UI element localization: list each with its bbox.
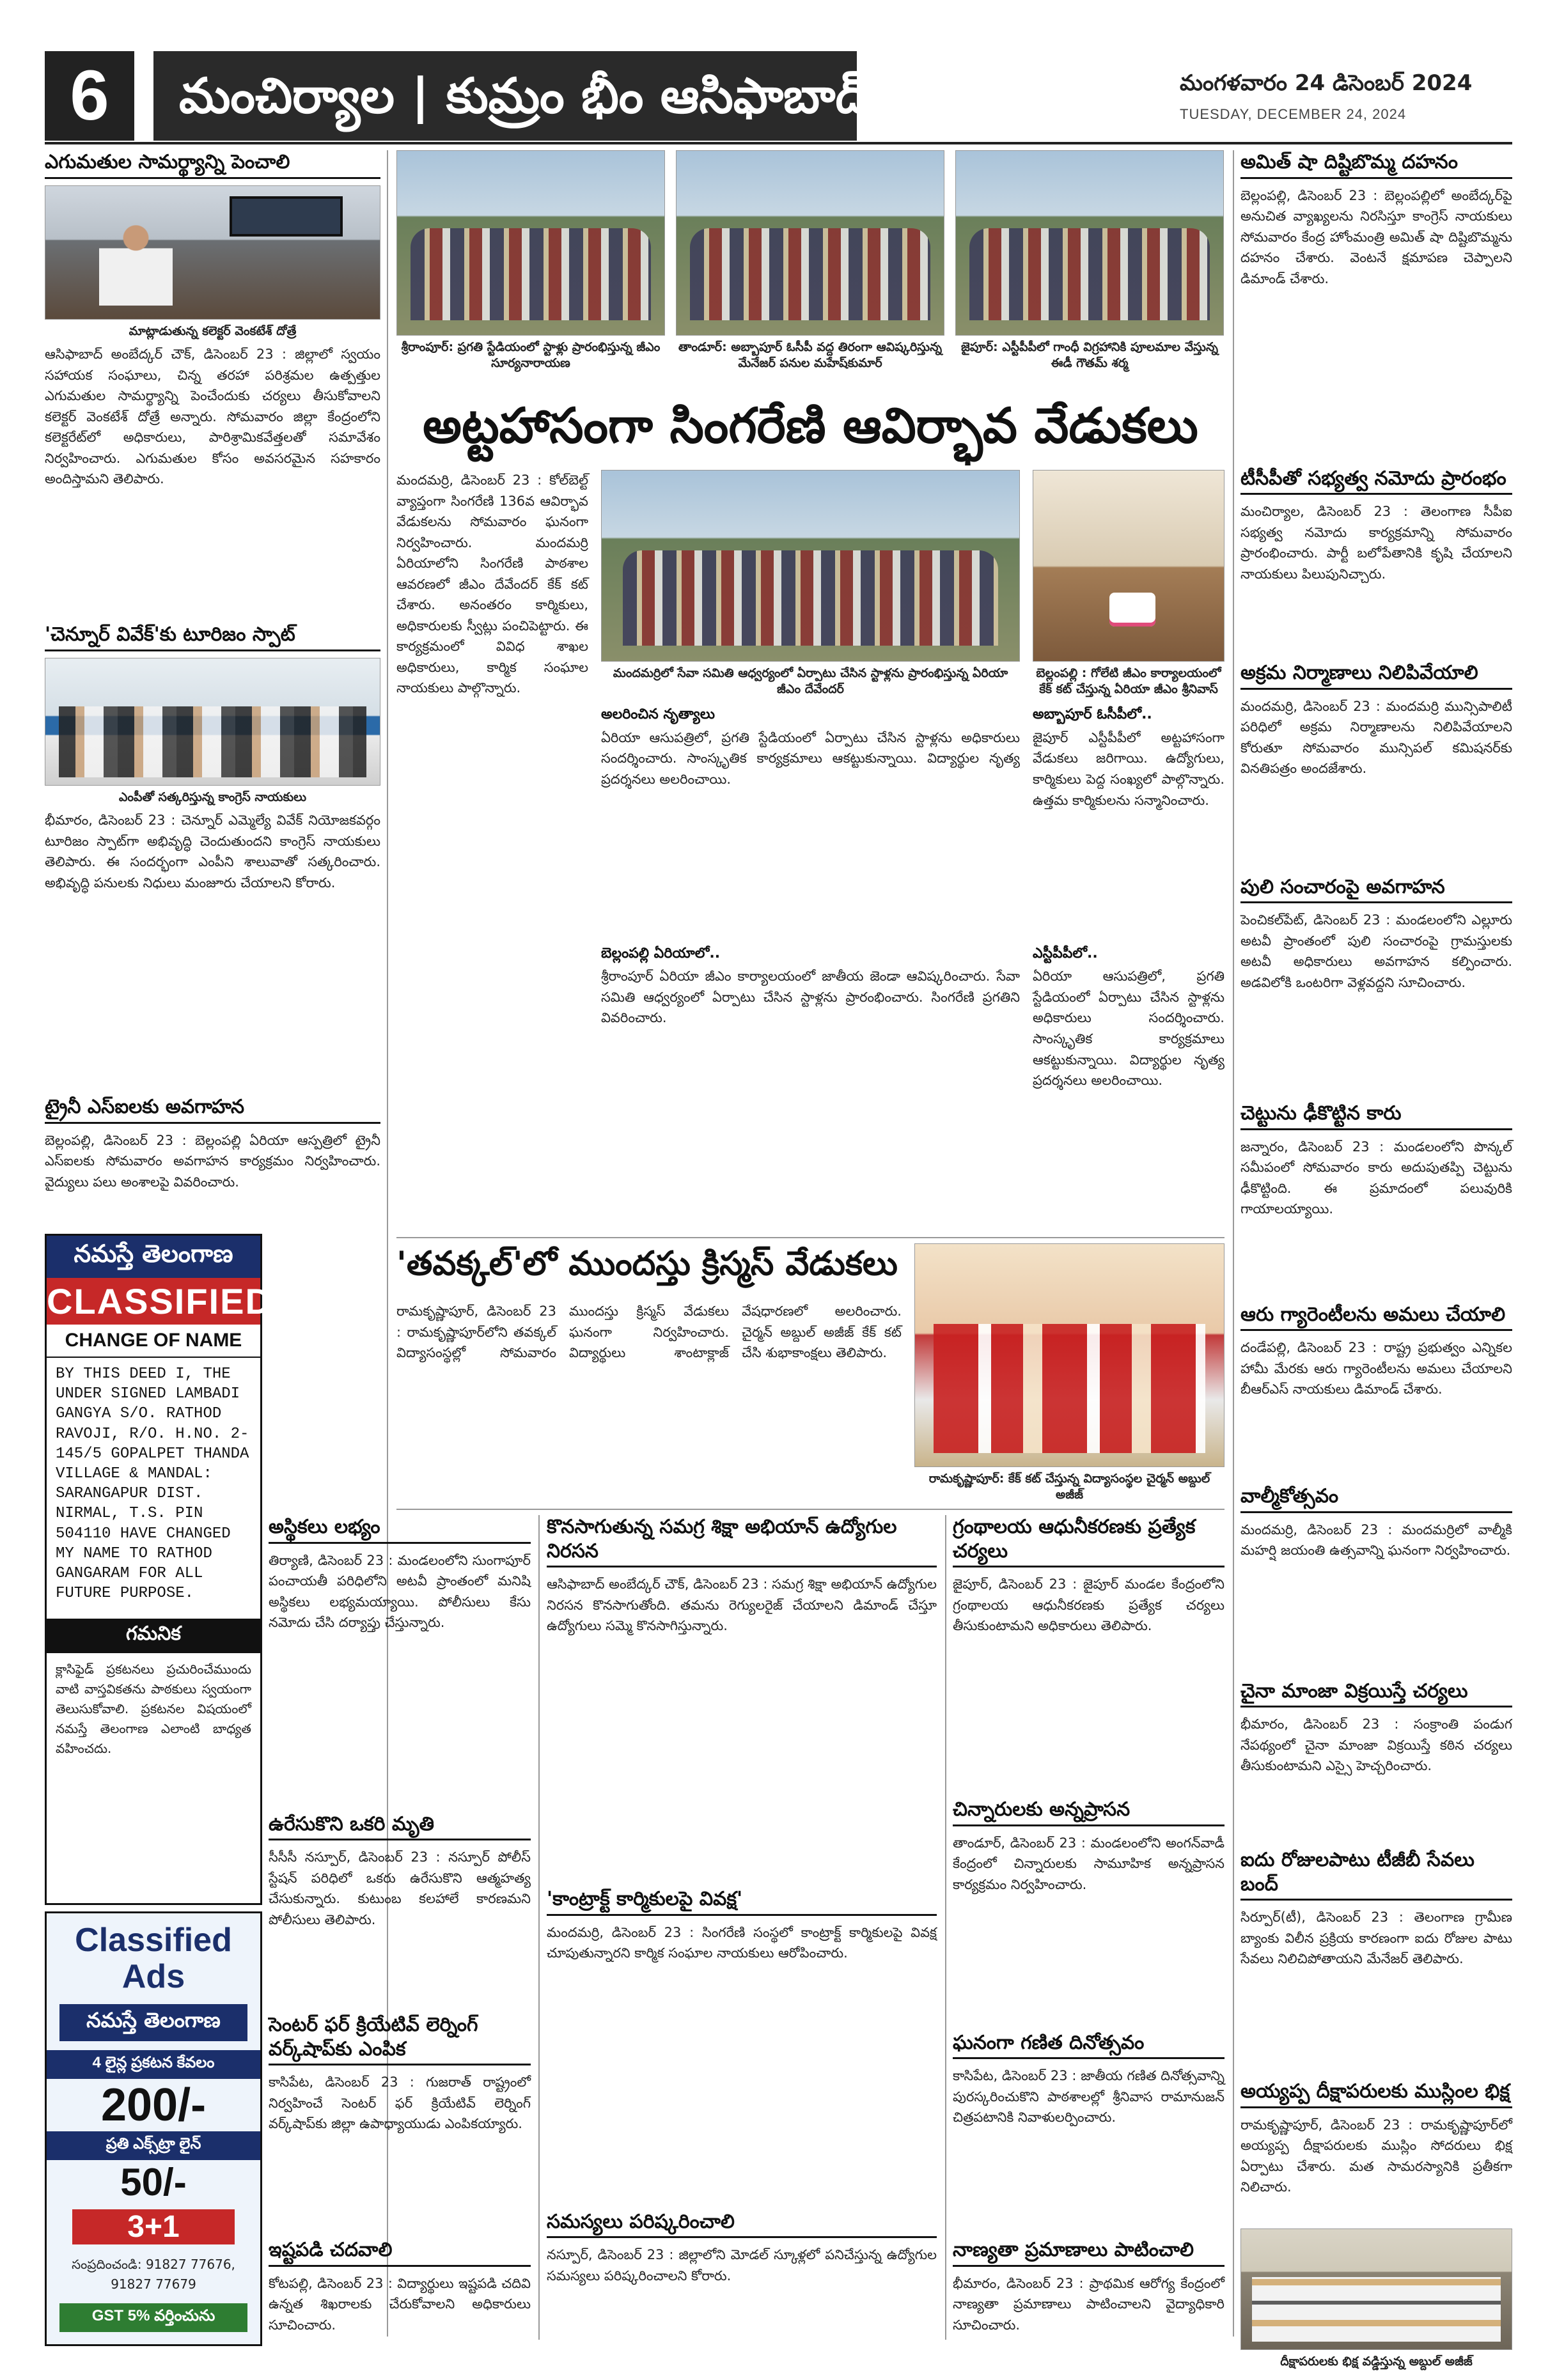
story-body: తిర్యాణి, డిసెంబర్ 23 : మండలంలోని సుంగాపూర్ పంచాయతీ పరిధిలోని అటవీ ప్రాంతంలో మనిషి అస్థికలు లభ్యమయ్యాయి. పోలీసులు కేసు నమోదు చేసి దర్యాప్తు చేస్తున్నారు.: [269, 1552, 531, 1631]
story-body: కోటపల్లి, డిసెంబర్ 23 : విద్యార్థులు ఇష్టపడి చదివి ఉన్నత శిఖరాలకు చేరుకోవాలని అధికారులు సూచించారు.: [269, 2275, 531, 2333]
event-photo: [955, 150, 1224, 336]
lead-photo: [601, 470, 1020, 662]
story-body: సిర్పూర్(టీ), డిసెంబర్ 23 : తెలంగాణ గ్రామీణ బ్యాంకు విలీన ప్రక్రియ కారణంగా ఐదు రోజుల పాటు సేవలు నిలిచిపోతాయని మేనేజర్ తెలిపారు.: [1240, 1909, 1512, 1967]
story-headline: ఐదు రోజులపాటు టీజీబీ సేవలు బంద్: [1240, 1848, 1512, 1901]
classified-ad: [45, 1234, 272, 1905]
story-headline: ఉరేసుకొని ఒకరి మృతి: [269, 1812, 531, 1841]
story-body: పెంచికల్‌పేట్, డిసెంబర్ 23 : మండలంలోని ఎల్లూరు అటవీ ప్రాంతంలో పులి సంచారంపై గ్రామస్తులకు అటవీ అధికారులు అవగాహన కల్పించారు. అడవిలోకి ఒంటరిగా వెళ్లవద్దని సూచించారు.: [1240, 912, 1512, 990]
masthead-rule: [45, 142, 1512, 144]
bottom-column-2: [547, 1515, 937, 2340]
story-body: కాసిపేట, డిసెంబర్ 23 : గుజరాత్ రాష్ట్రంలో నిర్వహించే సెంటర్ ఫర్ క్రియేటివ్ లెర్నింగ్ వర్క్‌షాప్‌కు జిల్లా ఉపాధ్యాయుడు ఎంపికయ్యారు.: [269, 2074, 531, 2132]
subheadline: అలరించిన నృత్యాలు: [601, 706, 715, 723]
lead-photo: [1033, 470, 1224, 662]
promo-price: 200/-: [100, 2080, 207, 2131]
date-english: TUESDAY, DECEMBER 24, 2024: [1180, 106, 1407, 122]
promo-extra: ప్రతి ఎక్స్‌ట్రా లైన్: [47, 2131, 260, 2160]
story-headline: 'కాంట్రాక్ట్ కార్మికులపై వివక్ష': [547, 1887, 937, 1916]
story-headline: అక్రమ నిర్మాణాలు నిలిపివేయాలి: [1240, 661, 1512, 690]
section-divider: [396, 1237, 1224, 1238]
story-body: బెల్లంపల్లి, డిసెంబర్ 23 : బెల్లంపల్లిలో అంబేద్కర్‌పై అనుచిత వ్యాఖ్యలను నిరసిస్తూ కాంగ్రెస్ నాయకులు సోమవారం కేంద్ర హోంమంత్రి అమిత్ షా దిష్టిబొమ్మను దహనం చేశారు. వెంటనే క్షమాపణ చెప్పాలని డిమాండ్ చేశారు.: [1240, 187, 1512, 286]
photo-caption: రామకృష్ణాపూర్: కేక్ కట్ చేస్తున్న విద్యాసంస్థల చైర్మన్ అబ్దుల్ అజీజ్: [928, 1472, 1210, 1502]
christmas-headline: 'తవక్కల్'లో ముందస్తు క్రిస్మస్ వేడుకలు: [396, 1245, 898, 1283]
event-photo: [396, 150, 665, 336]
story-headline: వాల్మీకోత్సవం: [1240, 1484, 1512, 1513]
story-body: దండేపల్లి, డిసెంబర్ 23 : రాష్ట్ర ప్రభుత్వం ఎన్నికల హామీ మేరకు ఆరు గ్యారెంటీలను అమలు చేయాలని బీఆర్ఎస్ నాయకులు డిమాండ్ చేశారు.: [1240, 1340, 1512, 1397]
story-body: సీసీసీ నస్పూర్, డిసెంబర్ 23 : నస్పూర్ పోలీస్ స్టేషన్ పరిధిలో ఒకరు ఉరేసుకొని ఆత్మహత్య చేసుకున్నారు. కుటుంబ కలహాలే కారణమని పోలీసులు తెలిపారు.: [269, 1849, 531, 1927]
notice-body: క్లాసిఫైడ్ ప్రకటనలు ప్రచురించేముందు వాటి వాస్తవికతను పాఠకులు స్వయంగా తెలుసుకోవాలి. ప్రకటనల విషయంలో నమస్తే తెలంగాణ ఎలాంటి బాధ్యత వహించదు.: [56, 1661, 251, 1757]
promo-title: Classified Ads: [75, 1922, 232, 1996]
lead-story: [396, 390, 1224, 1234]
story-body: రామకృష్ణాపూర్, డిసెంబర్ 23 : రామకృష్ణాపూర్‌లోని తవక్కల్ విద్యాసంస్థల్లో సోమవారం ముందస్తు క్రిస్మస్ వేడుకలు ఘనంగా నిర్వహించారు. విద్యార్థులు శాంటాక్లాజ్ వేషధారణలో అలరించారు. చైర్మన్ అబ్దుల్ అజీజ్ కేక్ కట్ చేసి శుభాకాంక్షలు తెలిపారు.: [396, 1303, 902, 1361]
story-headline: చెట్టును ఢీకొట్టిన కారు: [1240, 1101, 1512, 1130]
story-headline: చైనా మాంజా విక్రయిస్తే చర్యలు: [1240, 1679, 1512, 1708]
photo-caption: మాట్లాడుతున్న కలెక్టర్ వెంకటేశ్ దోత్రే: [129, 323, 297, 338]
photo-caption: మందమర్రిలో సేవా సమితి ఆధ్వర్యంలో ఏర్పాటు చేసిన స్టాళ్లను ప్రారంభిస్తున్న ఏరియా జీఎం దేవేందర్: [613, 666, 1008, 696]
brand-logo: నమస్తే తెలంగాణ: [47, 1236, 260, 1278]
story-headline: అయ్యప్ప దీక్షాపరులకు ముస్లింల భిక్ష: [1240, 2080, 1512, 2108]
masthead: [45, 51, 1512, 141]
story-body: మంచిర్యాల, డిసెంబర్ 23 : తెలంగాణ సీపీఐ సభ్యత్వ నమోదు కార్యక్రమాన్ని సోమవారం ప్రారంభించారు. పార్టీ బలోపేతానికి కృషి చేయాలని నాయకులు పిలుపునిచ్చారు.: [1240, 504, 1512, 582]
story-body: మందమర్రి, డిసెంబర్ 23 : సింగరేణి సంస్థలో కాంట్రాక్ట్ కార్మికులపై వివక్ష చూపుతున్నారని కార్మిక సంఘాల నాయకులు ఆరోపించారు.: [547, 1924, 937, 1961]
photo-caption: తాండూర్: అబ్బాపూర్ ఓసీపీ వద్ద తిరంగా ఆవిష్కరిస్తున్న మేనేజర్ పనుల మహేష్‌కుమార్: [678, 340, 943, 370]
story-body: మందమర్రి, డిసెంబర్ 23 : మందమర్రి మున్సిపాలిటీ పరిధిలో అక్రమ నిర్మాణాలను నిలిపివేయాలని కోరుతూ సోమవారం మున్సిపల్ కమిషనర్‌కు వినతిపత్రం అందజేశారు.: [1240, 698, 1512, 777]
notice-title: CHANGE OF NAME: [47, 1325, 260, 1358]
right-column: [1240, 150, 1512, 2368]
story-body: ఆసిఫాబాద్ అంబేద్కర్ చౌక్, డిసెంబర్ 23 : సమగ్ర శిక్షా అభియాన్ ఉద్యోగుల నిరసన కొనసాగుతోంది. తమను రెగ్యులరైజ్ చేయాలని డిమాండ్ చేస్తూ ఉద్యోగులు సమ్మె కొనసాగిస్తున్నారు.: [547, 1576, 937, 1634]
photo-caption: బెల్లంపల్లి : గోలేటి జీఎం కార్యాలయంలో కేక్ కట్ చేస్తున్న ఏరియా జీఎం శ్రీనివాస్: [1036, 666, 1221, 696]
story-headline: అస్థికలు లభ్యం: [269, 1515, 531, 1544]
story-headline: టీసీపీతో సభ్యత్వ నమోదు ప్రారంభం: [1240, 467, 1512, 495]
promo-offer: 3+1: [72, 2209, 235, 2244]
story-headline: చిన్నారులకు అన్నప్రాసన: [953, 1798, 1224, 1826]
story-headline: సమస్యలు పరిష్కరించాలి: [547, 2210, 937, 2239]
story-body: బెల్లంపల్లి, డిసెంబర్ 23 : బెల్లంపల్లి ఏరియా ఆస్పత్రిలో ట్రైనీ ఎస్ఐలకు సోమవారం అవగాహన కార్యక్రమం నిర్వహించారు. వైద్యులు పలు అంశాలపై వివరించారు.: [45, 1132, 380, 1190]
photo-caption: శ్రీరాంపూర్: ప్రగతి స్టేడియంలో స్టాళ్లు ప్రారంభిస్తున్న జీఎం సూర్యనారాయణ: [401, 340, 661, 370]
notice-heading: గమనిక: [47, 1619, 260, 1653]
story-body: మందమర్రి, డిసెంబర్ 23 : మందమర్రిలో వాల్మీకి మహర్షి జయంతి ఉత్సవాన్ని ఘనంగా నిర్వహించారు.: [1240, 1521, 1512, 1559]
lead-headline: అట్టహాసంగా సింగరేణి ఆవిర్భావ వేడుకలు: [423, 397, 1198, 454]
bottom-column-3: [953, 1515, 1224, 2340]
classified-ads-promo: [45, 1911, 262, 2346]
subheadline: అబ్బాపూర్ ఓసీపీలో..: [1033, 706, 1152, 723]
story-body: ఏరియా ఆసుపత్రిలో, ప్రగతి స్టేడియంలో ఏర్పాటు చేసిన స్టాళ్లను అధికారులు సందర్శించారు. సాంస్కృతిక కార్యక్రమాలు ఆకట్టుకున్నాయి. విద్యార్థుల నృత్య ప్రదర్శనలు అలరించాయి.: [601, 729, 1020, 787]
story-photo: [1240, 2228, 1512, 2350]
story-body: జన్నారం, డిసెంబర్ 23 : మండలంలోని పొన్కల్ సమీపంలో సోమవారం కారు అదుపుతప్పి చెట్టును ఢీకొట్టింది. ఈ ప్రమాదంలో పలువురికి గాయాలయ్యాయి.: [1240, 1139, 1512, 1217]
section-divider: [396, 1509, 1224, 1510]
subheadline: ఎస్టీపీపీలో..: [1033, 945, 1098, 961]
edition-title: మంచిర్యాల | కుమ్రం భీం ఆసిఫాబాద్: [153, 51, 857, 141]
date-telugu: మంగళవారం 24 డిసెంబర్ 2024: [1180, 70, 1473, 96]
story-body: కాసిపేట, డిసెంబర్ 23 : జాతీయ గణిత దినోత్సవాన్ని పురస్కరించుకొని పాఠశాలల్లో శ్రీనివాస రామానుజన్ చిత్రపటానికి నివాళులర్పించారు.: [953, 2068, 1224, 2126]
promo-lines: 4 లైన్ల ప్రకటన కేవలం: [47, 2050, 260, 2079]
promo-extra-price: 50/-: [120, 2161, 187, 2204]
page-number: 6: [45, 51, 134, 141]
brand-logo: నమస్తే తెలంగాణ: [59, 2004, 247, 2041]
story-headline: ఇష్టపడి చదవాలి: [269, 2238, 531, 2267]
christmas-story: [396, 1243, 1224, 1505]
notice-text: BY THIS DEED I, THE UNDER SIGNED LAMBADI GANGYA S/O. RATHOD RAVOJI, R/O. H.NO. 2-145/5 GOPALPET THANDA VILLAGE & MANDAL: SARANGAPUR DIST. NIRMAL, T.S. PIN 504110 HAVE CHANGED MY NAME TO RATHOD GANGARAM FOR ALL FUTURE PURPOSE.: [56, 1365, 249, 1603]
story-body: ఆసిఫాబాద్ అంబేద్కర్ చౌక్, డిసెంబర్ 23 : జిల్లాలో స్వయం సహాయక సంఘాలు, చిన్న తరహా పరిశ్రమల ఉత్పత్తుల ఎగుమతుల సామర్థ్యాన్ని పెంచేందుకు చర్యలు తీసుకోవాలని కలెక్టర్ వెంకటేశ్ దోత్రే అన్నారు. సోమవారం జిల్లా కేంద్రంలోని కలెక్టరేట్‌లో అధికారులు, పారిశ్రామికవేత్తలతో సమావేశం నిర్వహించారు. ఎగుమతుల కోసం అవసరమైన సహకారం అందిస్తామని తెలిపారు.: [45, 346, 380, 487]
story-body: మందమర్రి, డిసెంబర్ 23 : కోల్‌బెల్ట్ వ్యాప్తంగా సింగరేణి 136వ ఆవిర్భావ వేడుకలను సోమవారం ఘనంగా నిర్వహించారు. మందమర్రి ఏరియాలోని సింగరేణి పాఠశాల ఆవరణలో జీఎం దేవేందర్ కేక్ కట్ చేశారు. అనంతరం కార్మికులు, అధికారులకు స్వీట్లు పంచిపెట్టారు. ఈ కార్యక్రమంలో వివిధ శాఖల అధికారులు, కార్మిక సంఘాల నాయకులు పాల్గొన్నారు.: [396, 472, 588, 696]
story-headline: ఎగుమతుల సామర్థ్యాన్ని పెంచాలి: [45, 150, 380, 179]
story-body: భీమారం, డిసెంబర్ 23 : సంక్రాంతి పండుగ నేపథ్యంలో చైనా మాంజా విక్రయిస్తే కఠిన చర్యలు తీసుకుంటామని ఎస్సై హెచ్చరించారు.: [1240, 1716, 1512, 1774]
event-photo: [676, 150, 944, 336]
classified-banner: CLASSIFIED: [47, 1278, 260, 1325]
story-headline: ట్రైనీ ఎస్ఐలకు అవగాహన: [45, 1095, 380, 1124]
story-body: జైపూర్ ఎస్టీపీపీలో అట్టహాసంగా వేడుకలు జరిగాయి. ఉద్యోగులు, కార్మికులు పెద్ద సంఖ్యలో పాల్గొన్నారు. ఉత్తమ కార్మికులను సన్మానించారు.: [1033, 729, 1224, 808]
column-divider: [945, 1515, 946, 2340]
story-headline: కొనసాగుతున్న సమగ్ర శిక్షా అభియాన్ ఉద్యోగుల నిరసన: [547, 1515, 937, 1567]
column-divider: [1233, 150, 1234, 2337]
story-headline: ఘనంగా గణిత దినోత్సవం: [953, 2031, 1224, 2060]
top-photo-strip: [396, 150, 1224, 387]
story-headline: ఆరు గ్యారెంటీలను అమలు చేయాలి: [1240, 1303, 1512, 1332]
promo-phones: సంప్రదించండి: 91827 77676, 91827 77679: [72, 2257, 235, 2292]
story-body: రామకృష్ణాపూర్, డిసెంబర్ 23 : రామకృష్ణాపూర్‌లో అయ్యప్ప దీక్షాపరులకు ముస్లిం సోదరులు భిక్ష ఏర్పాటు చేశారు. మత సామరస్యానికి ప్రతీకగా నిలిచారు.: [1240, 2117, 1512, 2195]
story-body: భీమారం, డిసెంబర్ 23 : ప్రాథమిక ఆరోగ్య కేంద్రంలో నాణ్యతా ప్రమాణాలు పాటించాలని వైద్యాధికారి సూచించారు.: [953, 2275, 1224, 2333]
photo-caption: ఎంపీతో సత్కరిస్తున్న కాంగ్రెస్ నాయకులు: [118, 789, 307, 804]
story-body: భీమారం, డిసెంబర్ 23 : చెన్నూర్ ఎమ్మెల్యే వివేక్ నియోజకవర్గం టూరిజం స్పాట్‌గా అభివృద్ధి చెందుతుందని కాంగ్రెస్ నాయకులు తెలిపారు. ఈ సందర్భంగా ఎంపీని శాలువాతో సత్కరించారు. అభివృద్ధి పనులకు నిధులు మంజూరు చేయాలని కోరారు.: [45, 813, 380, 891]
column-divider: [538, 1515, 540, 2340]
story-headline: గ్రంథాలయ ఆధునీకరణకు ప్రత్యేక చర్యలు: [953, 1515, 1224, 1567]
promo-gst: GST 5% వర్తించును: [59, 2303, 247, 2332]
edition-date: [1180, 70, 1512, 123]
subheadline: బెల్లంపల్లి ఏరియాలో..: [601, 945, 721, 961]
photo-caption: జైపూర్: ఎస్టీపీపీలో గాంధీ విగ్రహానికి పూలమాల వేస్తున్న ఈడీ గౌతమ్ శర్మ: [961, 340, 1218, 370]
story-body: తాండూర్, డిసెంబర్ 23 : మండలంలోని అంగన్‌వాడీ కేంద్రంలో చిన్నారులకు సామూహిక అన్నప్రాసన కార్యక్రమం నిర్వహించారు.: [953, 1835, 1224, 1892]
story-headline: నాణ్యతా ప్రమాణాలు పాటించాలి: [953, 2238, 1224, 2267]
story-body: ఏరియా ఆసుపత్రిలో, ప్రగతి స్టేడియంలో ఏర్పాటు చేసిన స్టాళ్లను అధికారులు సందర్శించారు. సాంస్కృతిక కార్యక్రమాలు ఆకట్టుకున్నాయి. విద్యార్థుల నృత్య ప్రదర్శనలు అలరించాయి.: [1033, 968, 1224, 1089]
story-headline: సెంటర్ ఫర్ క్రియేటివ్ లెర్నింగ్ వర్క్‌షాప్‌కు ఎంపిక: [269, 2013, 531, 2065]
story-body: జైపూర్, డిసెంబర్ 23 : జైపూర్ మండల కేంద్రంలోని గ్రంథాలయ ఆధునీకరణకు ప్రత్యేక చర్యలు తీసుకుంటామని అధికారులు తెలిపారు.: [953, 1576, 1224, 1634]
story-headline: అమిత్ షా దిష్టిబొమ్మ దహనం: [1240, 150, 1512, 179]
bottom-column-1: [269, 1515, 531, 2340]
story-headline: 'చెన్నూర్ వివేక్'కు టూరిజం స్పాట్: [45, 623, 380, 651]
story-photo: [45, 185, 380, 320]
left-column: [45, 150, 380, 1231]
photo-caption: దీక్షాపరులకు భిక్ష వడ్డిస్తున్న అబ్దుల్ అజీజ్: [1280, 2354, 1473, 2368]
story-body: శ్రీరాంపూర్ ఏరియా జీఎం కార్యాలయంలో జాతీయ జెండా ఆవిష్కరించారు. సేవా సమితి ఆధ్వర్యంలో ఏర్పాటు చేసిన స్టాళ్లను ప్రారంభించారు. సింగరేణి ప్రగతిని వివరించారు.: [601, 968, 1020, 1026]
story-headline: పులి సంచారంపై అవగాహన: [1240, 875, 1512, 904]
christmas-photo: [914, 1243, 1224, 1467]
story-body: నస్పూర్, డిసెంబర్ 23 : జిల్లాలోని మోడల్ స్కూళ్లలో పనిచేస్తున్న ఉద్యోగుల సమస్యలు పరిష్కరించాలని కోరారు.: [547, 2247, 937, 2283]
story-photo: [45, 658, 380, 786]
